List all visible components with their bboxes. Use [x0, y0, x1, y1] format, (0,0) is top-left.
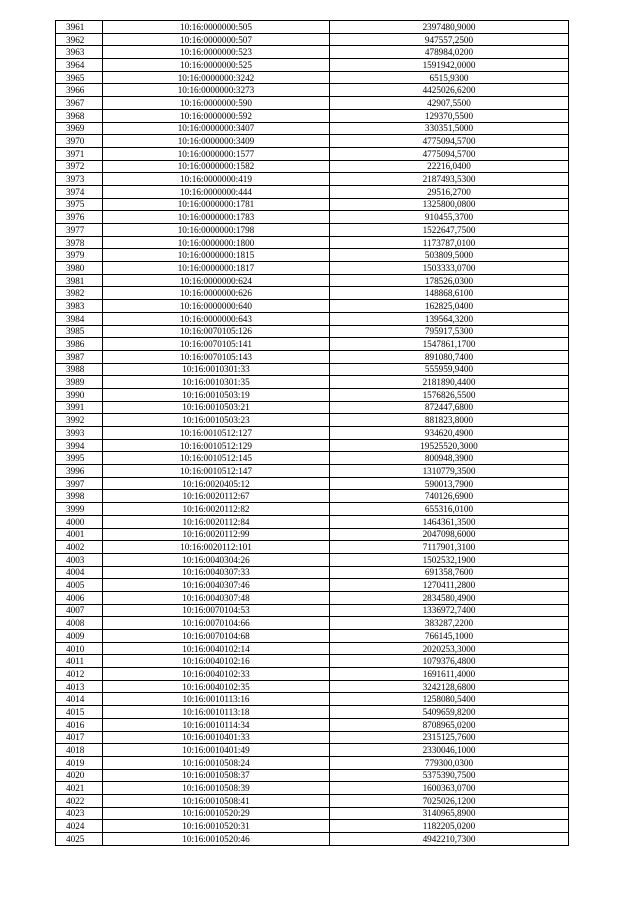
cadastral-number: 10:16:0000000:626 [103, 287, 330, 300]
cadastral-number: 10:16:0040102:14 [103, 642, 330, 655]
cadastral-value: 947557,2500 [330, 33, 569, 46]
cadastral-value: 891080,7400 [330, 350, 569, 363]
cadastral-value: 7117901,3100 [330, 541, 569, 554]
cadastral-value: 2397480,9000 [330, 21, 569, 34]
cadastral-value: 1591942,0000 [330, 59, 569, 72]
row-number: 3982 [56, 287, 103, 300]
cadastral-number: 10:16:0020112:82 [103, 503, 330, 516]
cadastral-value: 1691611,4000 [330, 668, 569, 681]
row-number: 3989 [56, 376, 103, 389]
table-row [56, 794, 569, 807]
cadastral-number: 10:16:0070104:66 [103, 617, 330, 630]
cadastral-number: 10:16:0070104:68 [103, 630, 330, 643]
table-row [56, 680, 569, 693]
cadastral-number: 10:16:0010401:49 [103, 744, 330, 757]
table-row [56, 211, 569, 224]
table-row [56, 579, 569, 592]
table-body [56, 21, 569, 846]
cadastral-number: 10:16:0070104:53 [103, 604, 330, 617]
cadastral-value: 2181890,4400 [330, 376, 569, 389]
table-row [56, 833, 569, 846]
cadastral-number: 10:16:0040307:48 [103, 591, 330, 604]
row-number: 4022 [56, 794, 103, 807]
table-row [56, 452, 569, 465]
table-row [56, 477, 569, 490]
cadastral-number: 10:16:0010512:127 [103, 427, 330, 440]
row-number: 4013 [56, 680, 103, 693]
cadastral-number: 10:16:0010508:24 [103, 756, 330, 769]
row-number: 3966 [56, 84, 103, 97]
row-number: 3992 [56, 414, 103, 427]
cadastral-value: 129370,5500 [330, 109, 569, 122]
cadastral-value: 148868,6100 [330, 287, 569, 300]
cadastral-number: 10:16:0070105:126 [103, 325, 330, 338]
cadastral-value: 1310779,3500 [330, 465, 569, 478]
table-row [56, 630, 569, 643]
table-row [56, 350, 569, 363]
row-number: 3965 [56, 71, 103, 84]
cadastral-number: 10:16:0000000:1783 [103, 211, 330, 224]
cadastral-value: 1576826,5500 [330, 388, 569, 401]
cadastral-value: 766145,1000 [330, 630, 569, 643]
table-row [56, 363, 569, 376]
cadastral-value: 478984,0200 [330, 46, 569, 59]
cadastral-value: 6515,9300 [330, 71, 569, 84]
table-row [56, 566, 569, 579]
row-number: 3983 [56, 300, 103, 313]
cadastral-value: 42907,5500 [330, 97, 569, 110]
cadastral-number: 10:16:0010508:37 [103, 769, 330, 782]
cadastral-value: 4775094,5700 [330, 135, 569, 148]
row-number: 3998 [56, 490, 103, 503]
table-row [56, 376, 569, 389]
cadastral-number: 10:16:0070105:143 [103, 350, 330, 363]
cadastral-value: 655316,0100 [330, 503, 569, 516]
cadastral-number: 10:16:0000000:590 [103, 97, 330, 110]
row-number: 3988 [56, 363, 103, 376]
cadastral-number: 10:16:0010113:18 [103, 706, 330, 719]
cadastral-number: 10:16:0000000:3242 [103, 71, 330, 84]
cadastral-value: 795917,5300 [330, 325, 569, 338]
cadastral-number: 10:16:0040307:33 [103, 566, 330, 579]
row-number: 3986 [56, 338, 103, 351]
cadastral-number: 10:16:0000000:3273 [103, 84, 330, 97]
cadastral-number: 10:16:0070105:141 [103, 338, 330, 351]
row-number: 3970 [56, 135, 103, 148]
row-number: 3962 [56, 33, 103, 46]
table-row [56, 147, 569, 160]
row-number: 4001 [56, 528, 103, 541]
cadastral-value: 1079376,4800 [330, 655, 569, 668]
cadastral-number: 10:16:0010512:145 [103, 452, 330, 465]
row-number: 4024 [56, 820, 103, 833]
cadastral-number: 10:16:0010520:46 [103, 833, 330, 846]
table-row [56, 744, 569, 757]
table-row [56, 706, 569, 719]
row-number: 3961 [56, 21, 103, 34]
row-number: 4002 [56, 541, 103, 554]
row-number: 4019 [56, 756, 103, 769]
table-row [56, 655, 569, 668]
cadastral-value: 22216,0400 [330, 160, 569, 173]
row-number: 4014 [56, 693, 103, 706]
cadastral-number: 10:16:0010401:33 [103, 731, 330, 744]
row-number: 3999 [56, 503, 103, 516]
cadastral-value: 4942210,7300 [330, 833, 569, 846]
cadastral-value-table [55, 20, 569, 846]
table-row [56, 604, 569, 617]
row-number: 3996 [56, 465, 103, 478]
cadastral-value: 1270411,2800 [330, 579, 569, 592]
row-number: 3987 [56, 350, 103, 363]
row-number: 3991 [56, 401, 103, 414]
row-number: 3995 [56, 452, 103, 465]
cadastral-value: 2330046,1000 [330, 744, 569, 757]
table-row [56, 300, 569, 313]
cadastral-number: 10:16:0000000:624 [103, 274, 330, 287]
row-number: 3969 [56, 122, 103, 135]
cadastral-number: 10:16:0000000:1781 [103, 198, 330, 211]
row-number: 3997 [56, 477, 103, 490]
row-number: 3971 [56, 147, 103, 160]
table-row [56, 401, 569, 414]
row-number: 4023 [56, 807, 103, 820]
table-row [56, 414, 569, 427]
table-row [56, 84, 569, 97]
row-number: 3984 [56, 312, 103, 325]
table-row [56, 591, 569, 604]
cadastral-number: 10:16:0010512:129 [103, 439, 330, 452]
cadastral-value: 5409659,8200 [330, 706, 569, 719]
row-number: 3985 [56, 325, 103, 338]
table-row [56, 33, 569, 46]
table-row [56, 224, 569, 237]
row-number: 4012 [56, 668, 103, 681]
row-number: 4008 [56, 617, 103, 630]
cadastral-number: 10:16:0010503:19 [103, 388, 330, 401]
table-row [56, 731, 569, 744]
cadastral-value: 330351,5000 [330, 122, 569, 135]
cadastral-number: 10:16:0000000:1815 [103, 249, 330, 262]
cadastral-number: 10:16:0000000:1800 [103, 236, 330, 249]
table-row [56, 122, 569, 135]
table-row [56, 668, 569, 681]
cadastral-value: 162825,0400 [330, 300, 569, 313]
table-row [56, 427, 569, 440]
table-row [56, 160, 569, 173]
cadastral-number: 10:16:0000000:523 [103, 46, 330, 59]
cadastral-number: 10:16:0000000:640 [103, 300, 330, 313]
table-row [56, 198, 569, 211]
row-number: 3981 [56, 274, 103, 287]
table-row [56, 782, 569, 795]
cadastral-number: 10:16:0010508:41 [103, 794, 330, 807]
cadastral-value: 29516,2700 [330, 185, 569, 198]
cadastral-number: 10:16:0010520:31 [103, 820, 330, 833]
cadastral-value: 1325800,0800 [330, 198, 569, 211]
cadastral-number: 10:16:0040102:16 [103, 655, 330, 668]
table-row [56, 249, 569, 262]
cadastral-value: 3140965,8900 [330, 807, 569, 820]
row-number: 3973 [56, 173, 103, 186]
table-row [56, 312, 569, 325]
table-row [56, 642, 569, 655]
cadastral-value: 1600363,0700 [330, 782, 569, 795]
table-row [56, 97, 569, 110]
cadastral-value: 555959,9400 [330, 363, 569, 376]
cadastral-value: 1258080,5400 [330, 693, 569, 706]
row-number: 3990 [56, 388, 103, 401]
cadastral-value: 1502532,1900 [330, 553, 569, 566]
cadastral-value: 4425026,6200 [330, 84, 569, 97]
cadastral-value: 5375390,7500 [330, 769, 569, 782]
table-row [56, 388, 569, 401]
cadastral-number: 10:16:0010113:16 [103, 693, 330, 706]
row-number: 4000 [56, 515, 103, 528]
cadastral-value: 19525520,3000 [330, 439, 569, 452]
cadastral-value: 881823,8000 [330, 414, 569, 427]
row-number: 4018 [56, 744, 103, 757]
cadastral-number: 10:16:0000000:3407 [103, 122, 330, 135]
cadastral-number: 10:16:0040102:35 [103, 680, 330, 693]
cadastral-number: 10:16:0000000:1798 [103, 224, 330, 237]
cadastral-number: 10:16:0010114:34 [103, 718, 330, 731]
row-number: 4010 [56, 642, 103, 655]
cadastral-value: 934620,4900 [330, 427, 569, 440]
cadastral-value: 383287,2200 [330, 617, 569, 630]
cadastral-number: 10:16:0020112:99 [103, 528, 330, 541]
table-row [56, 46, 569, 59]
cadastral-value: 1464361,3500 [330, 515, 569, 528]
row-number: 4004 [56, 566, 103, 579]
table-row [56, 185, 569, 198]
cadastral-number: 10:16:0000000:592 [103, 109, 330, 122]
table-row [56, 617, 569, 630]
cadastral-number: 10:16:0020112:84 [103, 515, 330, 528]
table-row [56, 135, 569, 148]
cadastral-number: 10:16:0010512:147 [103, 465, 330, 478]
cadastral-number: 10:16:0000000:643 [103, 312, 330, 325]
cadastral-number: 10:16:0000000:419 [103, 173, 330, 186]
cadastral-value: 139564,3200 [330, 312, 569, 325]
table-row [56, 173, 569, 186]
row-number: 3967 [56, 97, 103, 110]
cadastral-number: 10:16:0040307:46 [103, 579, 330, 592]
cadastral-value: 503809,5000 [330, 249, 569, 262]
table-row [56, 553, 569, 566]
cadastral-number: 10:16:0000000:444 [103, 185, 330, 198]
table-row [56, 465, 569, 478]
row-number: 3994 [56, 439, 103, 452]
table-row [56, 236, 569, 249]
row-number: 4009 [56, 630, 103, 643]
cadastral-value: 4775094,5700 [330, 147, 569, 160]
row-number: 3968 [56, 109, 103, 122]
cadastral-value: 691358,7600 [330, 566, 569, 579]
table-row [56, 71, 569, 84]
cadastral-value: 1182205,0200 [330, 820, 569, 833]
cadastral-value: 2047098,6000 [330, 528, 569, 541]
table-row [56, 109, 569, 122]
row-number: 4017 [56, 731, 103, 744]
cadastral-number: 10:16:0000000:1582 [103, 160, 330, 173]
row-number: 3979 [56, 249, 103, 262]
cadastral-number: 10:16:0000000:505 [103, 21, 330, 34]
table-row [56, 503, 569, 516]
cadastral-number: 10:16:0020112:101 [103, 541, 330, 554]
cadastral-value: 1336972,7400 [330, 604, 569, 617]
cadastral-value: 2020253,3000 [330, 642, 569, 655]
table-row [56, 274, 569, 287]
cadastral-value: 7025026,1200 [330, 794, 569, 807]
cadastral-number: 10:16:0000000:507 [103, 33, 330, 46]
cadastral-value: 590013,7900 [330, 477, 569, 490]
row-number: 4015 [56, 706, 103, 719]
cadastral-number: 10:16:0040304:26 [103, 553, 330, 566]
cadastral-value: 2187493,5300 [330, 173, 569, 186]
cadastral-value: 910455,3700 [330, 211, 569, 224]
row-number: 3963 [56, 46, 103, 59]
row-number: 3978 [56, 236, 103, 249]
cadastral-number: 10:16:0010508:39 [103, 782, 330, 795]
cadastral-value: 1503333,0700 [330, 262, 569, 275]
row-number: 4021 [56, 782, 103, 795]
row-number: 3974 [56, 185, 103, 198]
cadastral-value: 2315125,7600 [330, 731, 569, 744]
table-row [56, 262, 569, 275]
cadastral-number: 10:16:0010301:35 [103, 376, 330, 389]
table-row [56, 325, 569, 338]
row-number: 3975 [56, 198, 103, 211]
cadastral-number: 10:16:0000000:525 [103, 59, 330, 72]
row-number: 3972 [56, 160, 103, 173]
row-number: 4005 [56, 579, 103, 592]
cadastral-number: 10:16:0010503:21 [103, 401, 330, 414]
table-row [56, 756, 569, 769]
row-number: 3980 [56, 262, 103, 275]
cadastral-number: 10:16:0010503:23 [103, 414, 330, 427]
table-row [56, 439, 569, 452]
cadastral-number: 10:16:0000000:3409 [103, 135, 330, 148]
row-number: 4016 [56, 718, 103, 731]
cadastral-number: 10:16:0020112:67 [103, 490, 330, 503]
table-row [56, 541, 569, 554]
cadastral-number: 10:16:0020405:12 [103, 477, 330, 490]
row-number: 3993 [56, 427, 103, 440]
table-row [56, 807, 569, 820]
cadastral-value: 1547861,1700 [330, 338, 569, 351]
row-number: 3964 [56, 59, 103, 72]
row-number: 4007 [56, 604, 103, 617]
row-number: 4006 [56, 591, 103, 604]
cadastral-value: 8708965,0200 [330, 718, 569, 731]
table-row [56, 21, 569, 34]
cadastral-value: 3242128,6800 [330, 680, 569, 693]
table-row [56, 693, 569, 706]
table-row [56, 820, 569, 833]
cadastral-number: 10:16:0000000:1817 [103, 262, 330, 275]
table-row [56, 718, 569, 731]
table-row [56, 287, 569, 300]
cadastral-number: 10:16:0000000:1577 [103, 147, 330, 160]
table-row [56, 769, 569, 782]
cadastral-number: 10:16:0040102:33 [103, 668, 330, 681]
row-number: 3976 [56, 211, 103, 224]
row-number: 3977 [56, 224, 103, 237]
cadastral-number: 10:16:0010301:33 [103, 363, 330, 376]
cadastral-value: 1522647,7500 [330, 224, 569, 237]
row-number: 4003 [56, 553, 103, 566]
cadastral-value: 1173787,0100 [330, 236, 569, 249]
row-number: 4020 [56, 769, 103, 782]
cadastral-value: 779300,0300 [330, 756, 569, 769]
table-row [56, 515, 569, 528]
cadastral-number: 10:16:0010520:29 [103, 807, 330, 820]
cadastral-value: 2834580,4900 [330, 591, 569, 604]
table-row [56, 59, 569, 72]
cadastral-value: 800948,3900 [330, 452, 569, 465]
row-number: 4025 [56, 833, 103, 846]
row-number: 4011 [56, 655, 103, 668]
cadastral-value: 872447,6800 [330, 401, 569, 414]
table-row [56, 338, 569, 351]
cadastral-value: 740126,6900 [330, 490, 569, 503]
table-row [56, 528, 569, 541]
table-row [56, 490, 569, 503]
cadastral-value: 178526,0300 [330, 274, 569, 287]
